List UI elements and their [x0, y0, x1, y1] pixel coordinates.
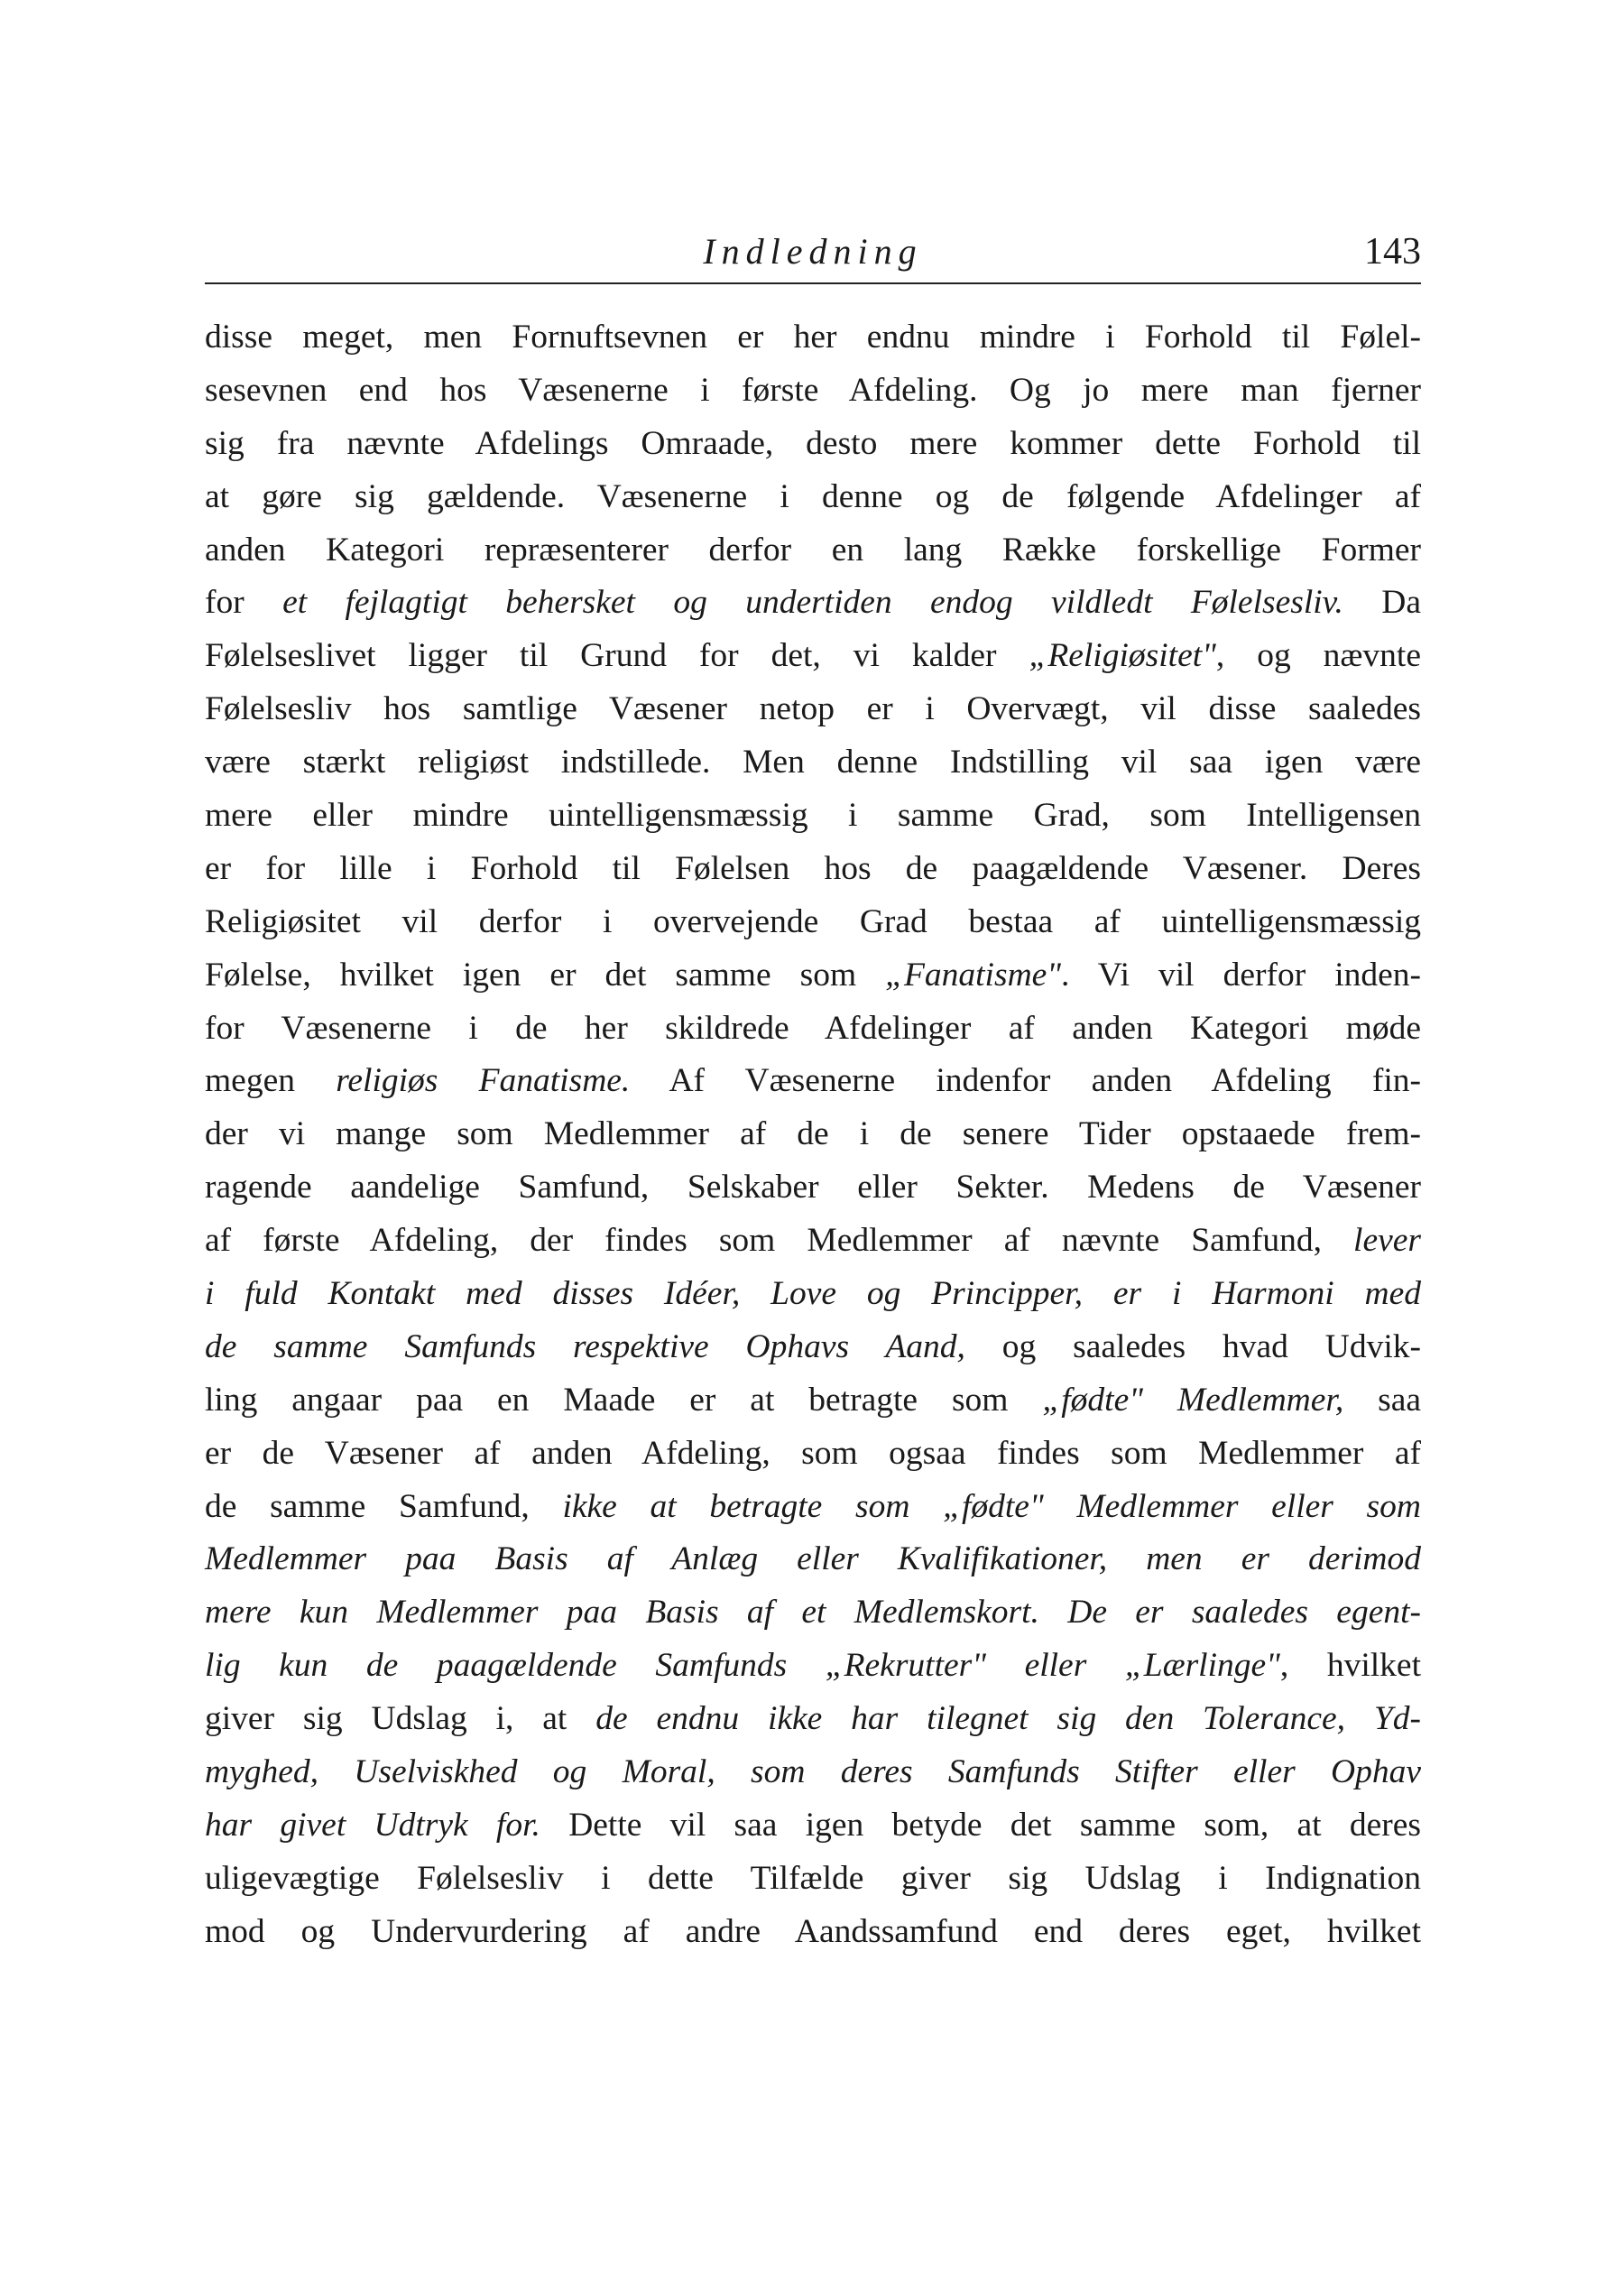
body-text	[205, 311, 1421, 1959]
text-run: Følelse, hvilket igen er det samme som	[205, 956, 886, 994]
text-line	[205, 1693, 1421, 1746]
text-run: sig fra nævnte Afdelings Omraade, desto mere kommer dette Forhold til	[205, 424, 1421, 462]
italic-text: „Fanatisme"	[885, 956, 1062, 994]
italic-text: lever	[1353, 1222, 1421, 1260]
text-line	[205, 365, 1421, 418]
text-run: Dette vil saa igen betyde det samme som, at deres	[540, 1806, 1421, 1844]
italic-text: „fødte" Medlemmer,	[1042, 1381, 1344, 1419]
text-run: Religiøsitet vil derfor i overvejende Grad bestaa af uintelligensmæssig	[205, 902, 1421, 940]
text-run: de samme Samfund,	[205, 1487, 563, 1525]
italic-text: religiøs Fanatisme.	[336, 1062, 631, 1100]
text-line	[205, 1799, 1421, 1853]
text-run: saa	[1343, 1381, 1421, 1419]
text-line	[205, 1268, 1421, 1321]
text-line	[205, 736, 1421, 790]
text-run: er for lille i Forhold til Følelsen hos de paagældende Væsener. Deres	[205, 849, 1421, 887]
italic-text: de samme Samfunds respektive Ophavs Aand,	[205, 1327, 965, 1365]
text-run: , og nævnte	[1215, 637, 1421, 675]
text-line	[205, 1003, 1421, 1056]
italic-text: har givet Udtryk for.	[205, 1806, 540, 1844]
text-run: . Vi vil derfor inden-	[1061, 956, 1421, 994]
text-run: anden Kategori repræsenterer derfor en lang Række forskellige Former	[205, 531, 1421, 569]
text-line	[205, 1161, 1421, 1215]
text-line	[205, 524, 1421, 578]
text-run: sesevnen end hos Væsenerne i første Afdeling. Og jo mere man fjerner	[205, 371, 1421, 409]
text-run: er de Væsener af anden Afdeling, som ogsaa findes som Medlemmer af	[205, 1434, 1421, 1472]
italic-text: i fuld Kontakt med disses Idéer, Love og Principper, er i Harmoni med	[205, 1275, 1421, 1313]
text-line	[205, 1374, 1421, 1428]
text-run: Følelsesliv hos samtlige Væsener netop er i Overvægt, vil disse saaledes	[205, 690, 1421, 728]
page-number: 143	[1364, 231, 1421, 273]
italic-text: Medlemmer paa Basis af Anlæg eller Kvalifikationer, men er derimod	[205, 1540, 1421, 1578]
text-run: ragende aandelige Samfund, Selskaber eller Sekter. Medens de Væsener	[205, 1169, 1421, 1207]
header-rule	[205, 282, 1421, 284]
text-line	[205, 1640, 1421, 1693]
text-line	[205, 1321, 1421, 1374]
text-line	[205, 790, 1421, 843]
text-line	[205, 1746, 1421, 1799]
running-head	[205, 224, 1421, 287]
text-line	[205, 418, 1421, 471]
text-run: disse meget, men Fornuftsevnen er her endnu mindre i Forhold til Følel-	[205, 319, 1421, 356]
text-run: ling angaar paa en Maade er at betragte som	[205, 1381, 1043, 1419]
italic-text: et fejlagtigt behersket og undertiden endog vildledt Følelsesliv.	[282, 584, 1343, 622]
text-line	[205, 1533, 1421, 1586]
text-line	[205, 311, 1421, 365]
text-run: mere eller mindre uintelligensmæssig i samme Grad, som Intelligensen	[205, 797, 1421, 835]
italic-text: ikke at betragte som „fødte" Medlemmer eller som	[562, 1487, 1421, 1525]
text-line	[205, 949, 1421, 1003]
text-run: uligevægtige Følelsesliv i dette Tilfælde giver sig Udslag i Indignation	[205, 1859, 1421, 1897]
text-run: , hvilket	[1279, 1647, 1421, 1685]
text-run: Følelseslivet ligger til Grund for det, vi kalder	[205, 637, 1029, 675]
text-line	[205, 683, 1421, 736]
text-run: der vi mange som Medlemmer af de i de senere Tider opstaaede frem-	[205, 1115, 1421, 1153]
text-run: Da	[1343, 584, 1421, 622]
text-line	[205, 577, 1421, 630]
text-line	[205, 1586, 1421, 1640]
italic-text: myghed, Uselviskhed og Moral, som deres Samfunds Stifter eller Ophav	[205, 1753, 1421, 1791]
italic-text: lig kun de paagældende Samfunds „Rekrutter" eller „Lærlinge"	[205, 1647, 1280, 1685]
text-line	[205, 1481, 1421, 1534]
italic-text: de endnu ikke har tilegnet sig den Tolerance, Yd-	[595, 1700, 1421, 1738]
text-line	[205, 1428, 1421, 1481]
text-run: giver sig Udslag i, at	[205, 1700, 596, 1738]
text-line	[205, 896, 1421, 949]
italic-text: mere kun Medlemmer paa Basis af et Medlemskort. De er saaledes egent-	[205, 1594, 1421, 1632]
text-run: megen	[205, 1062, 337, 1100]
italic-text: „Religiøsitet"	[1029, 637, 1216, 675]
text-run: være stærkt religiøst indstillede. Men denne Indstilling vil saa igen være	[205, 744, 1421, 781]
text-line	[205, 1906, 1421, 1959]
text-run: for	[205, 584, 283, 622]
text-run: af første Afdeling, der findes som Medlemmer af nævnte Samfund,	[205, 1222, 1354, 1260]
running-title: Indledning	[703, 231, 923, 272]
text-line	[205, 630, 1421, 683]
text-run: mod og Undervurdering af andre Aandssamfund end deres eget, hvilket	[205, 1912, 1421, 1950]
text-line	[205, 843, 1421, 896]
text-run: Af Væsenerne indenfor anden Afdeling fin-	[630, 1062, 1421, 1100]
text-run: for Væsenerne i de her skildrede Afdelinger af anden Kategori møde	[205, 1009, 1421, 1047]
text-line	[205, 1853, 1421, 1906]
text-run: og saaledes hvad Udvik-	[964, 1327, 1421, 1365]
text-line	[205, 1215, 1421, 1268]
text-run: at gøre sig gældende. Væsenerne i denne og de følgende Afdelinger af	[205, 477, 1421, 515]
text-line	[205, 471, 1421, 524]
text-line	[205, 1108, 1421, 1161]
text-line	[205, 1055, 1421, 1108]
